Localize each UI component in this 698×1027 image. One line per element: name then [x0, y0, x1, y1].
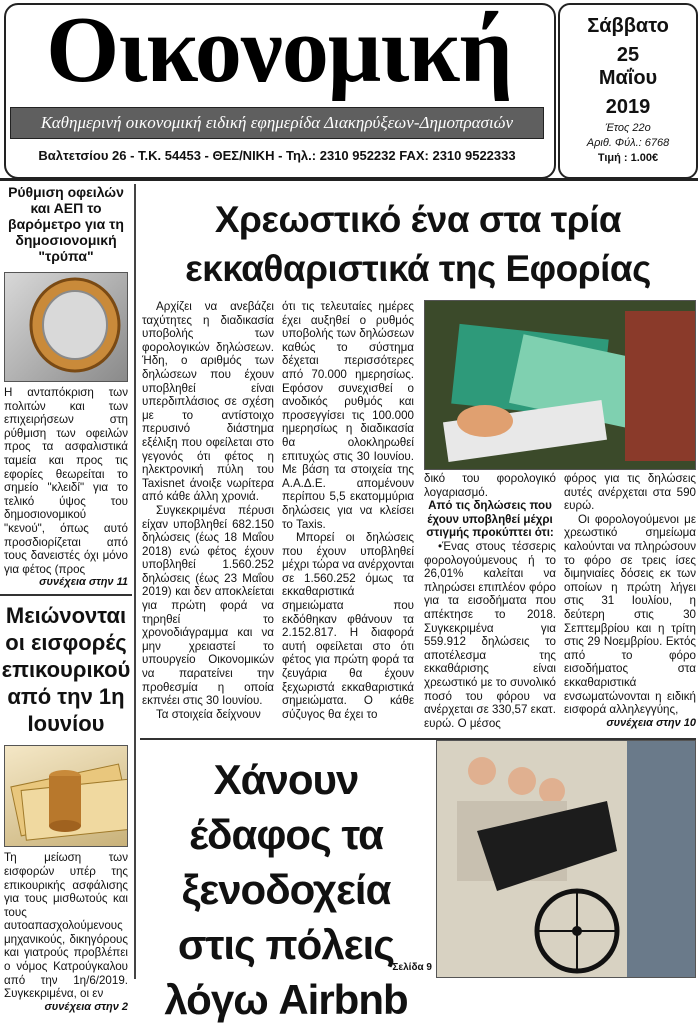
- newspaper-logo: Οικονομική: [46, 0, 512, 102]
- main-col3: [424, 472, 556, 730]
- left-story1-headline: Ρύθμιση οφειλών και ΑΕΠ το βαρόμετρο για τη δημοσιονομική "τρύπα": [8, 184, 124, 264]
- left-story2-continued: συνέχεια στην 2: [44, 1000, 128, 1013]
- main-col4: [564, 472, 696, 730]
- price: Τιμή : 1.00€: [597, 152, 659, 164]
- main-col2-p2: Μπορεί οι δηλώσεις που έχουν υποβληθεί μέχρι τώρα να ανέρχονται σε 1.560.252 όμως τα εκκαθαριστικά σημειώματα που εκδόθηκαν φθάνουν τα 2.152.817. Η διαφορά αυτή οφείλεται στο ότι φέτος για πρώτη φορά τα ζευγάρια θα έχουν ξεχωριστά εκκαθαριστικά σημειώματα. Ο κάθε σύζυγος θα έχει το: [282, 531, 415, 721]
- left-story2-headline: Μειώνονται οι εισφορές επικουρικού από την 1η Ιουνίου: [1, 603, 131, 737]
- coins-photo: [4, 745, 128, 847]
- main-col1-p1: Αρχίζει να ανεβάζει ταχύτητες η διαδικασία υποβολής των φορολογικών δηλώσεων. Ήδη, ο αριθμός των δηλώσεων που έχουν υποβληθεί είναι υπερδιπλάσιος σε σχέση με το αντίστοιχο περυσινό διάστημα εξέλιξη που οφείλεται στο γεγονός ότι φέτος η ηλεκτρονική πύλη του Taxisnet άνοιξε νωρίτερα από κάθε άλλη χρονιά.: [142, 300, 274, 504]
- main-col4-p1: φόρος για τις δηλώσεις αυτές ανέρχεται στα 590 ευρώ.: [564, 472, 696, 513]
- main-col1: [142, 300, 274, 721]
- date-month: Μαΐου: [598, 67, 658, 89]
- bottom-page-ref: Σελίδα 9: [392, 962, 432, 973]
- issue-year: Έτος 22ο: [605, 122, 651, 134]
- coin-photo: [4, 272, 128, 382]
- tax-forms-icon: [425, 301, 695, 469]
- date-number: 25: [616, 44, 640, 66]
- coins-stack-icon: [5, 746, 128, 846]
- column-divider: [134, 184, 136, 979]
- main-col1-p2: Συγκεκριμένα πέρυσι είχαν υποβληθεί 682.150 δηλώσεις (έως 18 Μαΐου 2018) ενώ φέτος έχουν υποβληθεί 1.560.252 δηλώσεις (έως 23 Μαΐου 2019) και δεν αποκλείεται για πρώτη φορά να τηρηθεί το χρονοδιάγραμμα και να μην χρειαστεί το υπουργείο Οικονομικών να παρατείνει την προθεσμία η οποία εκπνέει στις 30 Ιουνίου.: [142, 503, 274, 708]
- issue-number: Αριθ. Φύλ.: 6768: [586, 137, 670, 149]
- main-col4-continued: συνέχεια στην 10: [606, 716, 696, 729]
- left-story2-text: Τη μείωση των εισφορών υπέρ της επικουρικής ασφάλισης για τους μισθωτούς και τους αυτοαπασχολούμενους μηχανικούς, δικηγόρους και γιατρούς προβλέπει ο νόμος Κατρούγκαλου από την 1η/6/2019. Συγκεκριμένα, οι εν: [4, 851, 128, 1001]
- main-col3-p2: •Ένας στους τέσσερις φορολογούμενους ή το 26,01% καλείται να πληρώσει επιπλέον φόρο για τα εισοδήματα που απέκτησε το 2018. Συγκεκριμένα για 559.912 δηλώσεις το αποτέλεσμα της εκκαθάρισης είναι χρεωστικό με το συνολικό ποσό του φόρου να ανέρχεται σε 330,57 εκατ. ευρώ. Ο μέσος: [424, 539, 556, 730]
- date-box: [558, 3, 698, 179]
- main-col3-p1: δικό του φορολογικό λογαριασμό.: [424, 472, 556, 499]
- main-col1-p3: Τα στοιχεία δείχνουν: [156, 707, 261, 721]
- masthead-rule: [0, 178, 698, 181]
- main-col2: [282, 300, 414, 721]
- masthead-tagline: Καθημερινή οικονομική ειδική εφημερίδα Διακηρύξεων-Δημοπρασιών: [10, 107, 544, 139]
- left-story1-text: Η ανταπόκριση των πολιτών και των επιχειρήσεων στη ρύθμιση των οφειλών προς τα ασφαλιστικά ταμεία και προς τις εφορίες θεωρείται το σημείο "κλειδί" για το τελικό ύψος του δημοσιονομικού "κενού", όπως αυτό προσδιορίζεται από τους δανειστές όχι μόνο για φέτος (προς: [4, 386, 128, 576]
- tourists-carriage-icon: [437, 741, 695, 977]
- bottom-headline: Χάνουν έδαφος τα ξενοδοχεία στις πόλεις λόγω Airbnb: [164, 756, 408, 1023]
- left-column: [0, 184, 132, 1013]
- euro-coin-icon: [5, 273, 128, 381]
- main-col4-p2: Οι φορολογούμενοι με χρεωστικό σημείωμα καλούνται να πληρώσουν το φόρο σε τρεις ίσες διμηνιαίες δόσεις εκ των οποίων η πρώτη λήγει στις 31 Ιουλίου, η δεύτερη στις 30 Σεπτεμβρίου και η τρίτη στις 29 Νοεμβρίου. Εκτός από το φόρο εισοδήματος στα εκκαθαριστικά ενσωματώνονται η ειδική εισφορά αλληλεγγύης,: [564, 512, 696, 717]
- masthead-address: Βαλτετσίου 26 - Τ.Κ. 54453 - ΘΕΣ/ΝΙΚΗ - Τηλ.: 2310 952232 FAX: 2310 9522333: [38, 148, 516, 163]
- main-headline: Χρεωστικό ένα στα τρία εκκαθαριστικά της Εφορίας: [185, 199, 651, 289]
- left-divider: [0, 594, 132, 596]
- date-day: Σάββατο: [587, 15, 669, 37]
- main-col2-p1: ότι τις τελευταίες ημέρες έχει αυξηθεί ο ρυθμός υποβολής των δηλώσεων καθώς το σύστημα δέχεται περισσότερες από 70.000 ημερησίως. Εφόσον συνεχισθεί ο ανοδικός ρυθμός και προσεγγίσει τις 100.000 ημερησίως η διαδικασία θα ολοκληρωθεί επιτυχώς στις 30 Ιουνίου. Με βάση τα στοιχεία της Α.Α.Δ.Ε. απομένουν περίπου 5,5 εκατομμύρια δηλώσεις για να κλείσει το Taxis.: [282, 300, 414, 531]
- tax-forms-photo: [424, 300, 696, 470]
- main-col3-subhead: Από τις δηλώσεις που έχουν υποβληθεί μέχρι στιγμής προκύπτει ότι:: [426, 499, 554, 540]
- tourists-photo: [436, 740, 696, 978]
- date-year: 2019: [605, 96, 651, 118]
- left-story1-continued: συνέχεια στην 11: [39, 576, 128, 589]
